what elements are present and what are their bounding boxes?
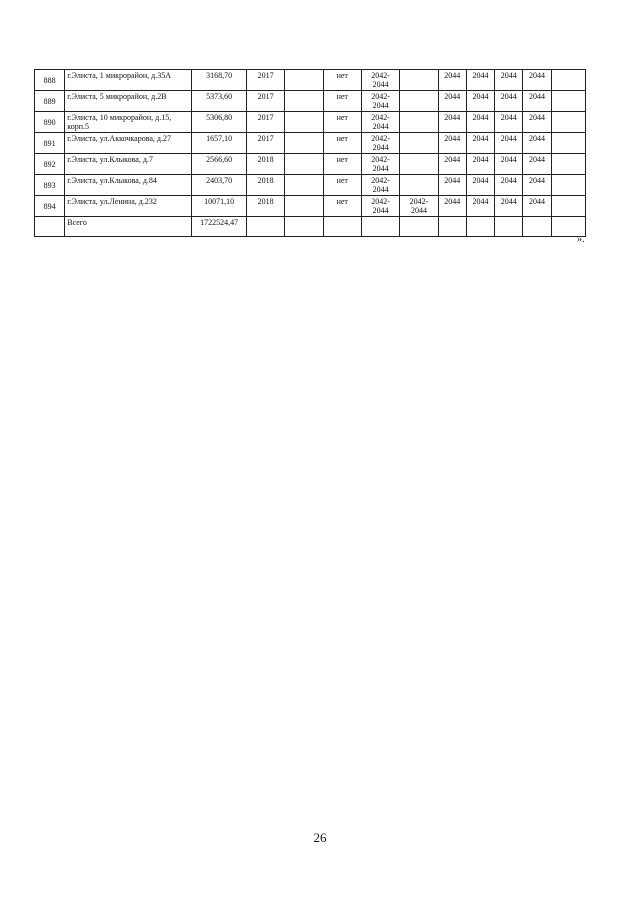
- table-cell-c7: 2042-2044: [361, 154, 399, 175]
- table-cell-area: 3168,70: [192, 70, 246, 91]
- table-cell-c7: 2042-2044: [361, 112, 399, 133]
- table-cell-c10: 2044: [466, 175, 494, 196]
- table-cell-c6: нет: [323, 133, 361, 154]
- table-cell-year: 2018: [246, 196, 284, 217]
- table-cell-c12: 2044: [523, 70, 551, 91]
- table-row: [35, 196, 586, 217]
- table-row: [35, 70, 586, 91]
- table-cell-c9: 2044: [438, 154, 466, 175]
- table-cell-address: г.Элиста, ул.Клыкова, д.84: [65, 175, 192, 196]
- table-cell-empty: [400, 217, 438, 237]
- table-cell-c11: 2044: [495, 196, 523, 217]
- table-cell-no: 893: [35, 175, 65, 196]
- table-cell-c13: [551, 91, 585, 112]
- table-cell-no: 894: [35, 196, 65, 217]
- table-cell-no: 888: [35, 70, 65, 91]
- table-cell-empty: [361, 217, 399, 237]
- table-cell-c6: нет: [323, 70, 361, 91]
- table-cell-c12: 2044: [523, 196, 551, 217]
- table-cell-c9: 2044: [438, 133, 466, 154]
- table-cell-c7: 2042-2044: [361, 175, 399, 196]
- table-cell-address: г.Элиста, ул.Клыкова, д.7: [65, 154, 192, 175]
- table-row: [35, 133, 586, 154]
- table-cell-empty: [285, 217, 323, 237]
- table-cell-c12: 2044: [523, 112, 551, 133]
- table-cell-area: 5373,60: [192, 91, 246, 112]
- table-cell-c13: [551, 175, 585, 196]
- table-cell-c12: 2044: [523, 133, 551, 154]
- table-cell-no: 889: [35, 91, 65, 112]
- table-cell-c11: 2044: [495, 112, 523, 133]
- table-cell-c8: [400, 70, 438, 91]
- table-cell-c8: [400, 175, 438, 196]
- table-cell-c5: [285, 154, 323, 175]
- table-cell-c8: [400, 133, 438, 154]
- table-cell-c6: нет: [323, 91, 361, 112]
- table-cell-c13: [551, 112, 585, 133]
- table-cell-address: г.Элиста, 10 микрорайон, д.15, корп.5: [65, 112, 192, 133]
- table-body: [35, 70, 586, 237]
- table-cell-c11: 2044: [495, 175, 523, 196]
- table-cell-area: 5306,80: [192, 112, 246, 133]
- table-cell-c5: [285, 133, 323, 154]
- table-cell-c10: 2044: [466, 112, 494, 133]
- table-cell-c12: 2044: [523, 154, 551, 175]
- table-cell-c10: 2044: [466, 196, 494, 217]
- table-cell-area: 2566,60: [192, 154, 246, 175]
- housing-register-table: [34, 69, 586, 237]
- table-cell-no: 892: [35, 154, 65, 175]
- table-cell-address: г.Элиста, 1 микрорайон, д.35А: [65, 70, 192, 91]
- table-cell-empty: [246, 217, 284, 237]
- table-cell-c12: 2044: [523, 175, 551, 196]
- table-cell-c11: 2044: [495, 70, 523, 91]
- table-cell-address: г.Элиста, ул.Ленина, д.232: [65, 196, 192, 217]
- table-cell-c10: 2044: [466, 70, 494, 91]
- table-cell-c6: нет: [323, 154, 361, 175]
- table-cell-empty: [523, 217, 551, 237]
- table-cell-c7: 2042-2044: [361, 91, 399, 112]
- table-cell-year: 2018: [246, 175, 284, 196]
- table-cell-empty: [323, 217, 361, 237]
- table-cell-year: 2017: [246, 91, 284, 112]
- table-cell-c10: 2044: [466, 91, 494, 112]
- total-label: Всего: [65, 217, 192, 237]
- table-cell-c9: 2044: [438, 70, 466, 91]
- table-cell-year: 2017: [246, 70, 284, 91]
- table-cell-empty: [466, 217, 494, 237]
- table-cell-c5: [285, 70, 323, 91]
- table-cell-area: 2403,70: [192, 175, 246, 196]
- table-cell-c13: [551, 196, 585, 217]
- table-cell-c6: нет: [323, 196, 361, 217]
- table-row: [35, 91, 586, 112]
- table-cell-c8: [400, 154, 438, 175]
- table-cell-c8: [400, 91, 438, 112]
- table-cell-no: 890: [35, 112, 65, 133]
- closing-quote-mark: ».: [577, 234, 585, 245]
- table-cell-c9: 2044: [438, 112, 466, 133]
- table-cell-c10: 2044: [466, 154, 494, 175]
- table-cell-c9: 2044: [438, 175, 466, 196]
- table-cell-c13: [551, 70, 585, 91]
- table-cell-c9: 2044: [438, 196, 466, 217]
- table-cell-year: 2018: [246, 154, 284, 175]
- table-cell-c8: 2042-2044: [400, 196, 438, 217]
- table-cell-c7: 2042-2044: [361, 70, 399, 91]
- table-cell-empty: [35, 217, 65, 237]
- table-cell-address: г.Элиста, ул.Аккочкарова, д.27: [65, 133, 192, 154]
- table-cell-c13: [551, 154, 585, 175]
- table-cell-c10: 2044: [466, 133, 494, 154]
- table-cell-no: 891: [35, 133, 65, 154]
- table-cell-c5: [285, 91, 323, 112]
- table-cell-c7: 2042-2044: [361, 133, 399, 154]
- table-cell-c6: нет: [323, 112, 361, 133]
- table-cell-c5: [285, 196, 323, 217]
- table-row: [35, 175, 586, 196]
- table-cell-c11: 2044: [495, 154, 523, 175]
- page-number: 26: [313, 830, 327, 845]
- table-cell-area: 10071,10: [192, 196, 246, 217]
- total-row: [35, 217, 586, 237]
- table-cell-c9: 2044: [438, 91, 466, 112]
- table-cell-c5: [285, 112, 323, 133]
- table-cell-c11: 2044: [495, 133, 523, 154]
- table-cell-empty: [495, 217, 523, 237]
- table-cell-c12: 2044: [523, 91, 551, 112]
- table-cell-c6: нет: [323, 175, 361, 196]
- table-cell-c13: [551, 133, 585, 154]
- table-cell-c5: [285, 175, 323, 196]
- total-area: 1722524,47: [192, 217, 246, 237]
- table-cell-c11: 2044: [495, 91, 523, 112]
- table-cell-year: 2017: [246, 112, 284, 133]
- table-cell-empty: [438, 217, 466, 237]
- table-cell-year: 2017: [246, 133, 284, 154]
- table-row: [35, 112, 586, 133]
- table-cell-c8: [400, 112, 438, 133]
- table-cell-address: г.Элиста, 5 микрорайон, д.2В: [65, 91, 192, 112]
- table-row: [35, 154, 586, 175]
- table-cell-area: 1657,10: [192, 133, 246, 154]
- table-cell-c7: 2042-2044: [361, 196, 399, 217]
